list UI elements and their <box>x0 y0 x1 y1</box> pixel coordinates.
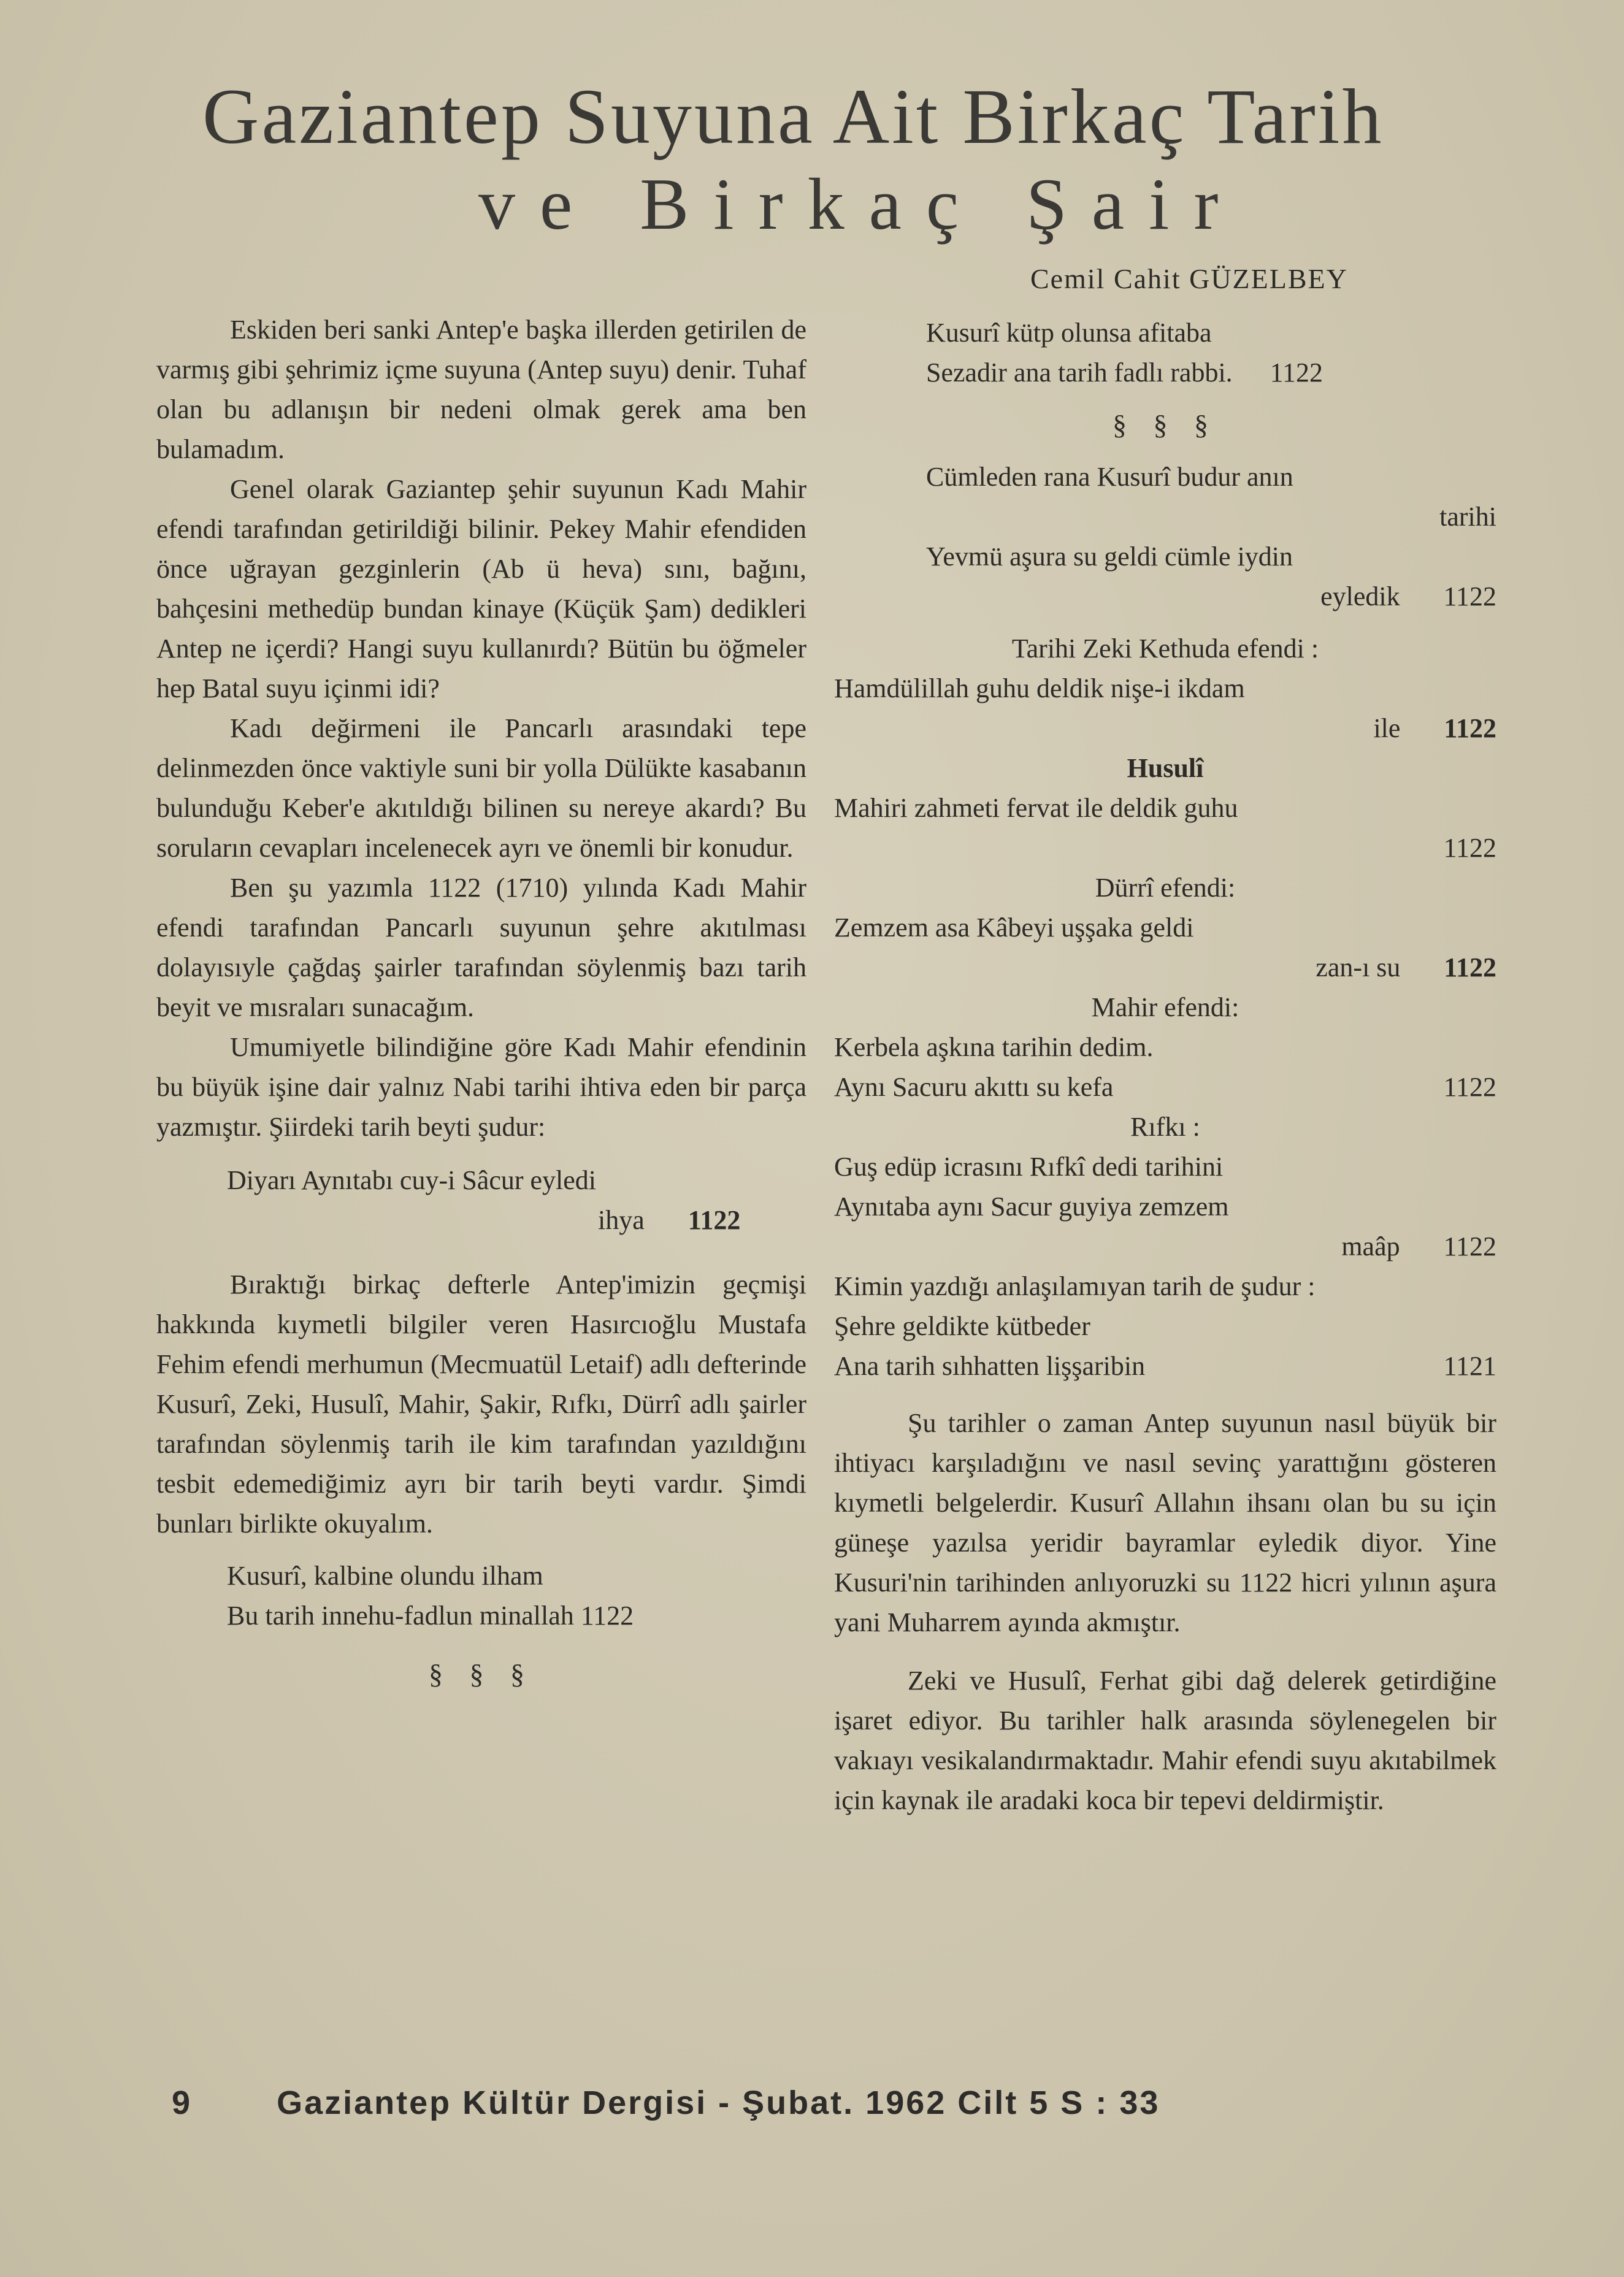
verse-mahir-year: 1122 <box>1443 1072 1496 1102</box>
verse-zeki <box>834 668 1496 748</box>
durri-heading: Dürrî efendi: <box>1095 873 1236 903</box>
verse-kusuri-3-word: eyledik <box>1320 581 1400 611</box>
paragraph-6: Bıraktığı birkaç defterle Antep'imizin geçmişi hakkında kıymetli bilgiler veren Hasırcıoğlu Mustafa Fehim efendi merhumun (Mecmuatül Letaif) adlı defterinde Kusurî, Zeki, Husulî, Mahir, Şakir, Rıfkı, Dürrî adlı şairler tarafından söylenmiş tarih ile kim tarafından yazıldığını tesbit edemediğimiz ayrı bir tarih beyti vardır. Şimdi bunları birlikte okuyalım. <box>156 1269 806 1539</box>
paragraph-1: Eskiden beri sanki Antep'e başka illerden getirilen de varmış gibi şehrimiz içme suyuna (Antep suyu) denir. Tuhaf olan bu adlanışın bir nedeni olmak gerek ama ben bulamadım. <box>156 315 806 464</box>
zeki-heading: Tarihi Zeki Kethuda efendi : <box>1011 633 1319 664</box>
verse-durri-line1: Zemzem asa Kâbeyi uşşaka geldi <box>834 913 1194 943</box>
section-separator-left: § § § <box>429 1658 534 1690</box>
author-name: Cemil Cahit GÜZELBEY <box>1030 263 1348 294</box>
verse-durri-line1b <box>834 947 1496 987</box>
paragraph-3: Kadı değirmeni ile Pancarlı arasındaki tepe delinmezden önce vaktiyle suni bir yolla Dülükte kasabanın bulunduğu Keber'e akıtıldığı bilinen su nereye akardı? Bu soruların cevapları incelenecek ayrı ve önemli bir konudur. <box>156 713 806 863</box>
paragraph-2: Genel olarak Gaziantep şehir suyunun Kadı Mahir efendi tarafından getirildiği bilinir. Pekey Mahir efendiden önce uğrayan gezginlerin (Ab ü heva) sını, bağını, bahçesini methedüp bundan kinaye (Küçük Şam) dedikleri Antep ne içerdi? Hangi suyu kullanırdı? Bütün bu öğmeler hep Batal suyu içinmi idi? <box>156 474 806 703</box>
verse-rifki-year: 1122 <box>1443 1231 1496 1261</box>
verse-nabi-line2 <box>227 1200 806 1240</box>
verse-zeki-word: ile <box>1373 713 1401 743</box>
verse-rifki-line1: Guş edüp icrasını Rıfkî dedi tarihini <box>834 1152 1224 1182</box>
verse-durri-word: zan-ı su <box>1316 952 1401 982</box>
verse-rifki <box>834 1147 1496 1266</box>
verse-nabi-year: 1122 <box>688 1205 741 1235</box>
section-separator-right: § § § <box>1113 409 1218 440</box>
article-title-line2: ve Birkaç Şair <box>478 163 1243 245</box>
verse-kusuri-3-line2: Yevmü aşura su geldi cümle iydin <box>926 542 1293 572</box>
verse-husuli-year: 1122 <box>1443 833 1496 863</box>
verse-kusuri-3-line1b: tarihi <box>1439 502 1496 532</box>
verse-nabi-word: ihya <box>598 1205 645 1235</box>
husuli-heading: Husulî <box>1127 753 1204 783</box>
verse-zeki-year: 1122 <box>1444 713 1496 743</box>
paragraph-5: Umumiyetle bilindiğine göre Kadı Mahir efendinin bu büyük işine dair yalnız Nabi tarihi ihtiva eden bir parça yazmıştır. Şiirdeki tarih beyti şudur: <box>156 1032 806 1142</box>
journal-reference: Gaziantep Kültür Dergisi - Şubat. 1962 Cilt 5 S : 33 <box>277 2084 1160 2121</box>
verse-durri-year: 1122 <box>1444 952 1496 982</box>
verse-rifki-line2b <box>834 1227 1496 1266</box>
verse-nabi <box>156 1160 806 1240</box>
verse-unknown-line2 <box>834 1346 1496 1386</box>
paragraph-7: Şu tarihler o zaman Antep suyunun nasıl büyük bir ihtiyacı karşıladığını ve nasıl sevinç yarattığını gösteren kıymetli belgelerdir. Kusurî Allahın ihsanı olan bu su için güneşe yazılsa yeridir bayramlar eyledik diyor. Yine Kusuri'nin tarihinden anlıyoruzki su 1122 hicri yılının aşura yani Muharrem ayında akmıştır. <box>834 1408 1496 1637</box>
verse-kusuri-2-year: 1122 <box>1270 358 1323 388</box>
verse-husuli <box>834 788 1496 868</box>
verse-kusuri-1-line2: Bu tarih innehu-fadlun minallah 1122 <box>227 1601 634 1631</box>
verse-unknown <box>834 1306 1496 1386</box>
verse-kusuri-3-line2b <box>926 576 1496 616</box>
verse-kusuri-1-line1: Kusurî, kalbine olundu ilham <box>227 1561 543 1591</box>
mahir-heading: Mahir efendi: <box>1091 992 1239 1022</box>
verse-nabi-line1: Diyarı Aynıtabı cuy-i Sâcur eyledi <box>227 1165 597 1195</box>
verse-zeki-line1b <box>834 708 1496 748</box>
verse-mahir-text: Aynı Sacuru akıttı su kefa <box>834 1072 1114 1102</box>
unknown-intro: Kimin yazdığı anlaşılamıyan tarih de şudur : <box>834 1271 1316 1301</box>
verse-kusuri-3-line1: Cümleden rana Kusurî budur anın <box>926 462 1293 492</box>
verse-kusuri-2-line2 <box>926 353 1496 392</box>
verse-kusuri-2-line1: Kusurî kütp olunsa afitaba <box>926 318 1212 348</box>
rifki-heading: Rıfkı : <box>1130 1112 1200 1142</box>
verse-kusuri-2 <box>834 313 1496 392</box>
verse-mahir <box>834 1027 1496 1107</box>
paragraph-4: Ben şu yazımla 1122 (1710) yılında Kadı Mahir efendi tarafından Pancarlı suyunun şehre akıtılması dolayısıyle çağdaş şairler tarafından söylenmiş bazı tarih beyit ve mısraları sunacağım. <box>156 873 806 1022</box>
verse-husuli-line1: Mahiri zahmeti fervat ile deldik guhu <box>834 793 1238 823</box>
article-title-line1: Gaziantep Suyuna Ait Birkaç Tarih <box>202 73 1384 160</box>
verse-zeki-line1: Hamdülillah guhu deldik nişe-i ikdam <box>834 673 1245 703</box>
right-column <box>834 313 1496 1820</box>
verse-unknown-year: 1121 <box>1443 1351 1496 1381</box>
left-column <box>156 310 806 1706</box>
verse-unknown-line1: Şehre geldikte kütbeder <box>834 1311 1090 1341</box>
verse-durri <box>834 908 1496 987</box>
verse-mahir-line1: Kerbela aşkına tarihin dedim. <box>834 1032 1154 1062</box>
paragraph-8: Zeki ve Husulî, Ferhat gibi dağ delerek getirdiğine işaret ediyor. Bu tarihler halk arasında söylenegelen bir vakıayı vesikalandırmaktadır. Mahir efendi suyu akıtabilmek için kaynak ile aradaki koca bir tepevi deldirmiştir. <box>834 1666 1496 1815</box>
verse-kusuri-3-year: 1122 <box>1443 581 1496 611</box>
verse-kusuri-1 <box>156 1556 806 1636</box>
page-footer <box>172 2084 1521 2122</box>
verse-mahir-line2 <box>834 1067 1496 1107</box>
page-number: 9 <box>172 2084 193 2121</box>
verse-unknown-text: Ana tarih sıhhatten lişşaribin <box>834 1351 1146 1381</box>
verse-kusuri-2-text: Sezadir ana tarih fadlı rabbi. <box>926 358 1233 388</box>
verse-rifki-word: maâp <box>1341 1231 1400 1261</box>
verse-rifki-line2: Aynıtaba aynı Sacur guyiya zemzem <box>834 1192 1229 1222</box>
verse-kusuri-3 <box>834 457 1496 616</box>
